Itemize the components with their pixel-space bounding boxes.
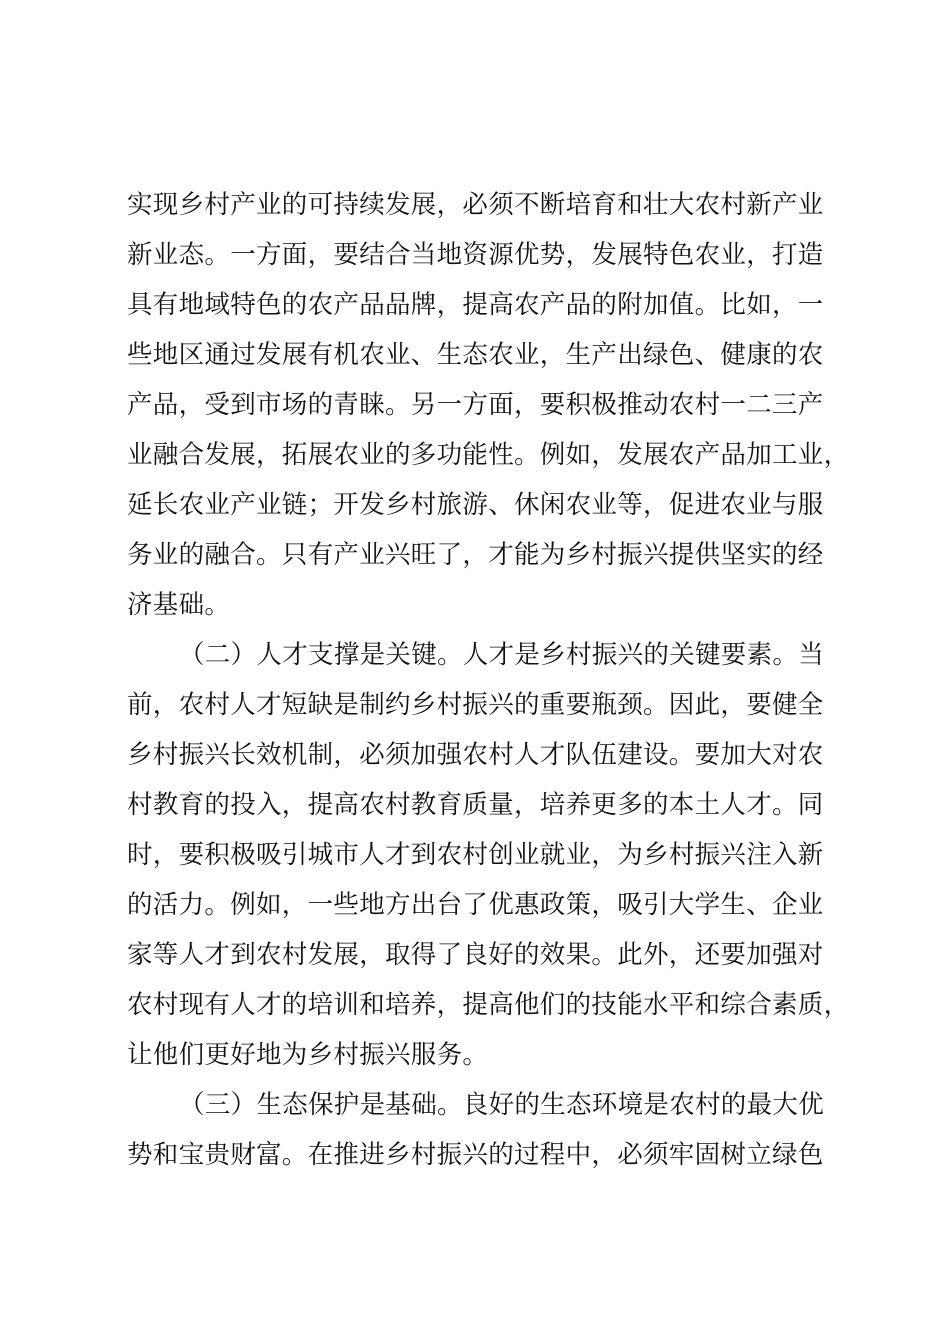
text-line: 实现乡村产业的可持续发展，必须不断培育和壮大农村新产业 — [127, 190, 824, 220]
text-line: 业融合发展，拓展农业的多功能性。例如，发展农产品加工业， — [127, 440, 850, 470]
text-line: 济基础。 — [127, 590, 231, 620]
text-line: 些地区通过发展有机农业、生态农业，生产出绿色、健康的农 — [127, 340, 824, 370]
text-line: 农村现有人才的培训和培养，提高他们的技能水平和综合素质， — [127, 990, 850, 1020]
text-line: 的活力。例如，一些地方出台了优惠政策，吸引大学生、企业 — [127, 890, 824, 920]
text-line: 乡村振兴长效机制，必须加强农村人才队伍建设。要加大对农 — [127, 740, 824, 770]
text-line: 产品，受到市场的青睐。另一方面，要积极推动农村一二三产 — [127, 390, 824, 420]
text-line: 势和宝贵财富。在推进乡村振兴的过程中，必须牢固树立绿色 — [127, 1140, 824, 1170]
text-line: 家等人才到农村发展，取得了良好的效果。此外，还要加强对 — [127, 940, 824, 970]
section-heading-line: （三）生态保护是基础。良好的生态环境是农村的最大优 — [179, 1090, 825, 1120]
text-line: 村教育的投入，提高农村教育质量，培养更多的本土人才。同 — [127, 790, 824, 820]
text-line: 前，农村人才短缺是制约乡村振兴的重要瓶颈。因此，要健全 — [127, 690, 824, 720]
text-line: 让他们更好地为乡村振兴服务。 — [127, 1040, 489, 1070]
document-body — [127, 180, 850, 1180]
text-line: 延长农业产业链；开发乡村旅游、休闲农业等，促进农业与服 — [127, 490, 824, 520]
text-line: 具有地域特色的农产品品牌，提高农产品的附加值。比如，一 — [127, 290, 824, 320]
text-line: 新业态。一方面，要结合当地资源优势，发展特色农业，打造 — [127, 240, 824, 270]
section-heading-line: （二）人才支撑是关键。人才是乡村振兴的关键要素。当 — [179, 640, 825, 670]
text-line: 务业的融合。只有产业兴旺了，才能为乡村振兴提供坚实的经 — [127, 540, 824, 570]
text-line: 时，要积极吸引城市人才到农村创业就业，为乡村振兴注入新 — [127, 840, 824, 870]
